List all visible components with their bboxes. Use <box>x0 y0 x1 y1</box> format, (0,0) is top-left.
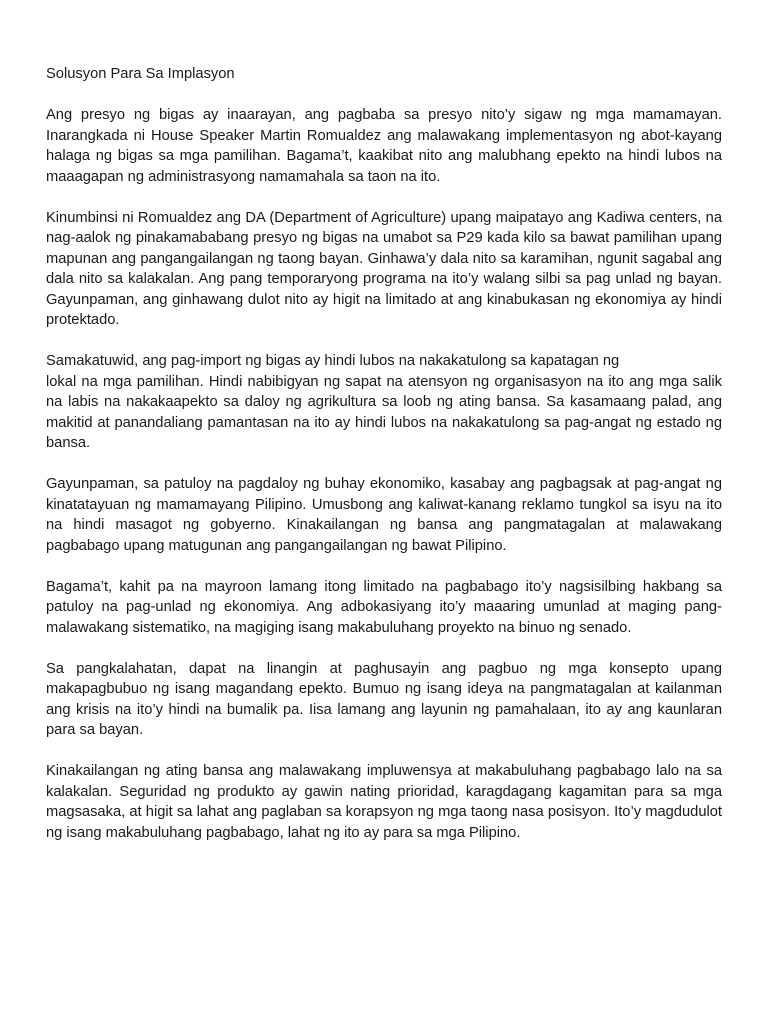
document-title: Solusyon Para Sa Implasyon <box>46 66 235 82</box>
document-page <box>46 64 722 864</box>
paragraph-2: Kinumbinsi ni Romualdez ang DA (Department of Agriculture) upang maipatayo ang Kadiwa centers, na nag-aalok ng pinakamababang presyo ng bigas na umabot sa P29 kada kilo sa bawat pamilihan upang mapunan ang pangangailangan ng taong bayan. Ginhawa’y dala nito sa karamihan, ngunit sagabal ang dala nito sa kalakalan. Ang pang temporaryong programa na ito’y walang silbi sa pag unlad ng bayan. Gayunpaman, ang ginhawang dulot nito ay higit na limitado at ang kinabukasan ng ekonomiya ay hindi protektado. <box>46 209 722 328</box>
paragraph-3-first-line: Samakatuwid, ang pag-import ng bigas ay hindi lubos na nakakatulong sa kapatagan ng <box>46 353 620 369</box>
paragraph-3 <box>46 351 722 454</box>
paragraph-6: Sa pangkalahatan, dapat na linangin at paghusayin ang pagbuo ng mga konsepto upang makapagbubuo ng isang magandang epekto. Bumuo ng isang ideya na pangmatagalan at kailanman ang krisis na ito’y hindi na bumalik pa. Iisa lamang ang layunin ng pamahalaan, ito ay ang kaunlaran para sa bayan. <box>46 660 722 738</box>
paragraph-3-body: lokal na mga pamilihan. Hindi nabibigyan ng sapat na atensyon ng organisasyon na ito ang mga salik na labis na nakakaapekto sa daloy ng agrikultura sa loob ng ating bansa. Sa kasamaang palad, ang makitid at panandaliang pamantasan na ito ay hindi lubos na nakakatulong sa pag-angat ng estado ng bansa. <box>46 373 722 451</box>
paragraph-5: Bagama’t, kahit pa na mayroon lamang itong limitado na pagbabago ito’y nagsisilbing hakbang sa patuloy na pag-unlad ng ekonomiya. Ang adbokasiyang ito’y maaaring umunlad at maging pang-malawakang sistematiko, na magiging isang makabuluhang proyekto na binuo ng senado. <box>46 578 722 636</box>
paragraph-7: Kinakailangan ng ating bansa ang malawakang impluwensya at makabuluhang pagbabago lalo na sa kalakalan. Seguridad ng produkto ay gawin nating prioridad, karagdagang kagamitan para sa mga magsasaka, at higit sa lahat ang paglaban sa korapsyon ng mga taong nasa posisyon. Ito’y magdudulot ng isang makabuluhang pagbabago, lahat ng ito ay para sa mga Pilipino. <box>46 763 722 841</box>
paragraph-1: Ang presyo ng bigas ay inaarayan, ang pagbaba sa presyo nito’y sigaw ng mga mamamayan. Inarangkada ni House Speaker Martin Romualdez ang malawakang implementasyon ng abot-kayang halaga ng bigas sa mga pamilihan. Bagama’t, kaakibat nito ang malubhang epekto na hindi lubos na maaagapan ng administrasyong namamahala sa taon na ito. <box>46 107 722 185</box>
paragraph-4: Gayunpaman, sa patuloy na pagdaloy ng buhay ekonomiko, kasabay ang pagbagsak at pag-angat ng kinatatayuan ng mamamayang Pilipino. Umusbong ang kaliwat-kanang reklamo tungkol sa isyu na ito na hindi masagot ng gobyerno. Kinakailangan ng bansa ang pangmatagalan at malawakang pagbabago upang matugunan ang pangangailangan ng bawat Pilipino. <box>46 476 722 554</box>
